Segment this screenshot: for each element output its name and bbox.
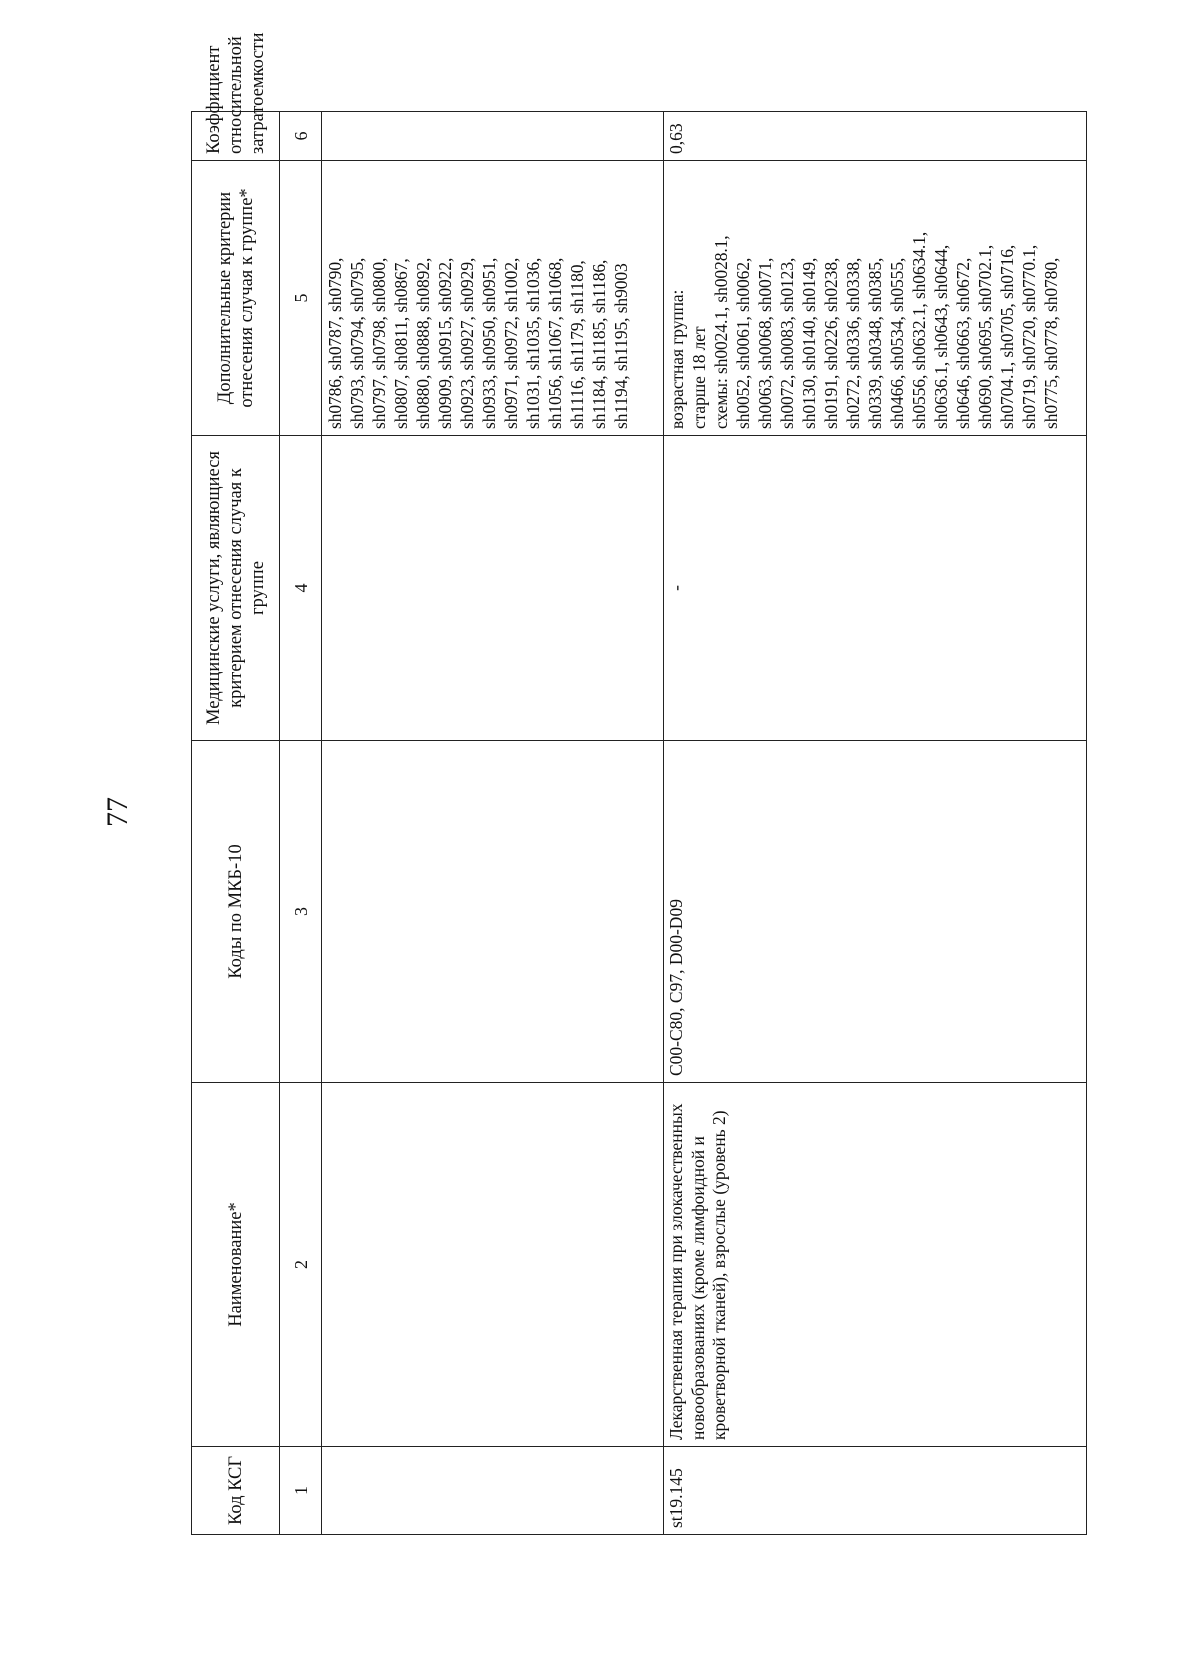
column-number: 6 [280,112,322,161]
cell-ksg-code [322,1447,664,1535]
column-number-row [280,112,322,1535]
cell-mkb-codes: C00-C80, C97, D00-D09 [664,741,1087,1083]
header-additional-criteria: Дополнительные критерии отнесения случая к группе* [192,161,280,436]
cell-name: Лекарственная терапия при злокачественных новообразованиях (кроме лимфоидной и кроветворной тканей), взрослые (уровень 2) [664,1083,1087,1447]
column-number: 2 [280,1083,322,1447]
cell-additional-criteria: возрастная группа: старше 18 лет схемы: sh0024.1, sh0028.1, sh0052, sh0061, sh0062, sh0063, sh0068, sh0071, sh0072, sh0083, sh0123, sh0130, sh0140, sh0149, sh0191, sh0226, sh0238, sh0272, sh0336, sh0338, sh0339, sh0348, sh0385, sh0466, sh0534, sh0555, sh0556, sh0632.1, sh0634.1, sh0636.1, sh0643, sh0644, sh0646, sh0663, sh0672, sh0690, sh0695, sh0702.1, sh0704.1, sh0705, sh0716, sh0719, sh0720, sh0770.1, sh0775, sh0778, sh0780, [664,161,1087,436]
table-row-continuation [322,112,664,1535]
header-name: Наименование* [192,1083,280,1447]
rotated-table-wrapper [191,32,1086,1535]
column-number: 4 [280,436,322,741]
column-number: 3 [280,741,322,1083]
table-header-row [192,112,280,1535]
table-row-st19-145 [664,112,1087,1535]
column-number: 5 [280,161,322,436]
page-number: 77 [101,797,134,827]
header-coefficient: Коэффициент относительной затратоемкости [192,112,280,161]
cell-ksg-code: st19.145 [664,1447,1087,1535]
header-mkb-codes: Коды по МКБ-10 [192,741,280,1083]
ksg-table [191,32,1087,1535]
column-number: 1 [280,1447,322,1535]
cell-name [322,1083,664,1447]
cell-mkb-codes [322,741,664,1083]
header-medical-services: Медицинские услуги, являющиеся критерием отнесения случая к группе [192,436,280,741]
cell-medical-services: - [664,436,1087,741]
cell-medical-services [322,436,664,741]
cell-coefficient [322,112,664,161]
cell-additional-criteria: sh0786, sh0787, sh0790, sh0793, sh0794, sh0795, sh0797, sh0798, sh0800, sh0807, sh0811, sh0867, sh0880, sh0888, sh0892, sh0909, sh0915, sh0922, sh0923, sh0927, sh0929, sh0933, sh0950, sh0951, sh0971, sh0972, sh1002, sh1031, sh1035, sh1036, sh1056, sh1067, sh1068, sh1116, sh1179, sh1180, sh1184, sh1185, sh1186, sh1194, sh1195, sh9003 [322,161,664,436]
header-ksg-code: Код КСГ [192,1447,280,1535]
cell-coefficient: 0,63 [664,112,1087,161]
